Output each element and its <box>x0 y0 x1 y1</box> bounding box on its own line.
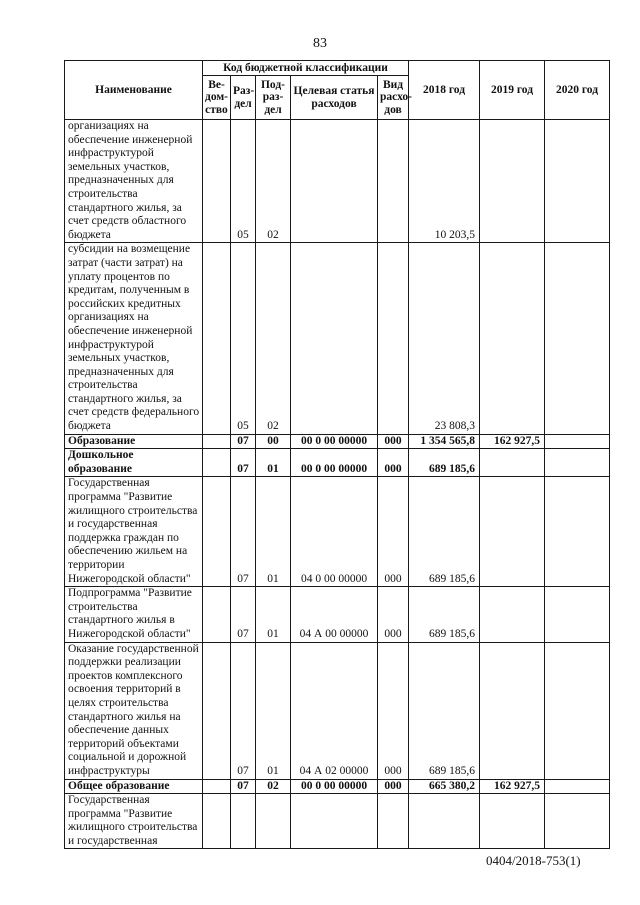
row-amount-2019 <box>480 477 545 587</box>
header-2018: 2018 год <box>409 61 480 120</box>
header-celevaya-statya: Целевая статья расходов <box>291 76 378 120</box>
header-name: Наименование <box>65 61 203 120</box>
row-vedomstvo <box>203 642 231 779</box>
row-podrazdel <box>256 794 291 849</box>
row-name: Образование <box>65 434 203 449</box>
row-celevaya-statya <box>291 794 378 849</box>
row-name: Оказание государственной поддержки реализации проектов комплексного освоения территорий в целях строительства стандартного жилья на обеспечение данных территорий объектами социальной и дорожной инфраструктуры <box>65 642 203 779</box>
table-body <box>65 120 610 849</box>
table-row <box>65 587 610 642</box>
row-name: Подпрограмма "Развитие строительства стандартного жилья в Нижегородской области" <box>65 587 203 642</box>
table-row <box>65 434 610 449</box>
row-amount-2019: 162 927,5 <box>480 434 545 449</box>
row-podrazdel: 00 <box>256 434 291 449</box>
row-razdel: 05 <box>231 243 256 434</box>
row-amount-2020 <box>545 477 610 587</box>
row-celevaya-statya: 04 А 02 00000 <box>291 642 378 779</box>
row-celevaya-statya: 04 А 00 00000 <box>291 587 378 642</box>
header-podrazdel: Под- раз- дел <box>256 76 291 120</box>
row-vid-rashodov <box>378 794 409 849</box>
row-razdel: 07 <box>231 779 256 794</box>
row-podrazdel: 01 <box>256 477 291 587</box>
row-name: субсидии на возмещение затрат (части затрат) на уплату процентов по кредитам, полученным в российских кредитных организациях на обеспечение инженерной инфраструктурой земельных участков, предназначенных для строительства стандартного жилья, за счет средств федерального бюджета <box>65 243 203 434</box>
table-row <box>65 449 610 477</box>
row-name: Дошкольное образование <box>65 449 203 477</box>
row-amount-2018: 689 185,6 <box>409 587 480 642</box>
row-amount-2020 <box>545 794 610 849</box>
row-amount-2018: 665 380,2 <box>409 779 480 794</box>
row-amount-2019 <box>480 243 545 434</box>
row-razdel: 07 <box>231 449 256 477</box>
row-amount-2018: 10 203,5 <box>409 120 480 243</box>
table-row <box>65 779 610 794</box>
row-amount-2018: 689 185,6 <box>409 449 480 477</box>
row-vid-rashodov: 000 <box>378 587 409 642</box>
header-vid-rashodov: Вид расхо- дов <box>378 76 409 120</box>
row-name: Общее образование <box>65 779 203 794</box>
row-vid-rashodov <box>378 120 409 243</box>
row-name: Государственная программа "Развитие жилищного строительства и государственная поддержка граждан по обеспечению жильем на территории Нижегородской области" <box>65 477 203 587</box>
row-amount-2018: 23 808,3 <box>409 243 480 434</box>
row-amount-2020 <box>545 587 610 642</box>
row-vedomstvo <box>203 477 231 587</box>
row-amount-2020 <box>545 120 610 243</box>
row-amount-2019: 162 927,5 <box>480 779 545 794</box>
row-podrazdel: 01 <box>256 642 291 779</box>
row-celevaya-statya: 00 0 00 00000 <box>291 434 378 449</box>
row-razdel: 07 <box>231 587 256 642</box>
header-budget-code-group: Код бюджетной классификации <box>203 61 409 76</box>
budget-table <box>64 60 610 849</box>
row-amount-2019 <box>480 587 545 642</box>
row-podrazdel: 02 <box>256 243 291 434</box>
header-vedomstvo: Ве- дом- ство <box>203 76 231 120</box>
row-podrazdel: 02 <box>256 779 291 794</box>
row-vedomstvo <box>203 434 231 449</box>
row-vid-rashodov: 000 <box>378 477 409 587</box>
row-vid-rashodov: 000 <box>378 642 409 779</box>
row-razdel: 07 <box>231 434 256 449</box>
row-razdel: 07 <box>231 477 256 587</box>
row-amount-2020 <box>545 779 610 794</box>
row-vedomstvo <box>203 794 231 849</box>
row-amount-2020 <box>545 243 610 434</box>
table-row <box>65 477 610 587</box>
row-vid-rashodov: 000 <box>378 779 409 794</box>
row-podrazdel: 01 <box>256 449 291 477</box>
row-amount-2019 <box>480 449 545 477</box>
row-podrazdel: 01 <box>256 587 291 642</box>
row-amount-2018: 689 185,6 <box>409 477 480 587</box>
row-vedomstvo <box>203 587 231 642</box>
row-amount-2018: 1 354 565,8 <box>409 434 480 449</box>
row-vid-rashodov: 000 <box>378 449 409 477</box>
row-celevaya-statya: 00 0 00 00000 <box>291 779 378 794</box>
row-amount-2019 <box>480 642 545 779</box>
row-vedomstvo <box>203 449 231 477</box>
row-name: Государственная программа "Развитие жилищного строительства и государственная <box>65 794 203 849</box>
header-2019: 2019 год <box>480 61 545 120</box>
table-row <box>65 120 610 243</box>
header-2020: 2020 год <box>545 61 610 120</box>
row-amount-2020 <box>545 449 610 477</box>
row-amount-2018 <box>409 794 480 849</box>
row-celevaya-statya <box>291 243 378 434</box>
header-razdel: Раз- дел <box>231 76 256 120</box>
row-razdel: 05 <box>231 120 256 243</box>
table-row <box>65 243 610 434</box>
row-vedomstvo <box>203 120 231 243</box>
row-vid-rashodov <box>378 243 409 434</box>
row-amount-2019 <box>480 120 545 243</box>
row-podrazdel: 02 <box>256 120 291 243</box>
row-razdel: 07 <box>231 642 256 779</box>
footer-document-code: 0404/2018-753(1) <box>486 853 581 868</box>
table-row <box>65 794 610 849</box>
row-vedomstvo <box>203 779 231 794</box>
page-number: 83 <box>313 36 327 51</box>
row-vedomstvo <box>203 243 231 434</box>
row-razdel <box>231 794 256 849</box>
row-amount-2020 <box>545 434 610 449</box>
row-amount-2019 <box>480 794 545 849</box>
table-row <box>65 642 610 779</box>
row-amount-2018: 689 185,6 <box>409 642 480 779</box>
row-celevaya-statya: 04 0 00 00000 <box>291 477 378 587</box>
row-amount-2020 <box>545 642 610 779</box>
row-vid-rashodov: 000 <box>378 434 409 449</box>
row-name: организациях на обеспечение инженерной инфраструктурой земельных участков, предназначенных для строительства стандартного жилья, за счет средств областного бюджета <box>65 120 203 243</box>
row-celevaya-statya: 00 0 00 00000 <box>291 449 378 477</box>
row-celevaya-statya <box>291 120 378 243</box>
